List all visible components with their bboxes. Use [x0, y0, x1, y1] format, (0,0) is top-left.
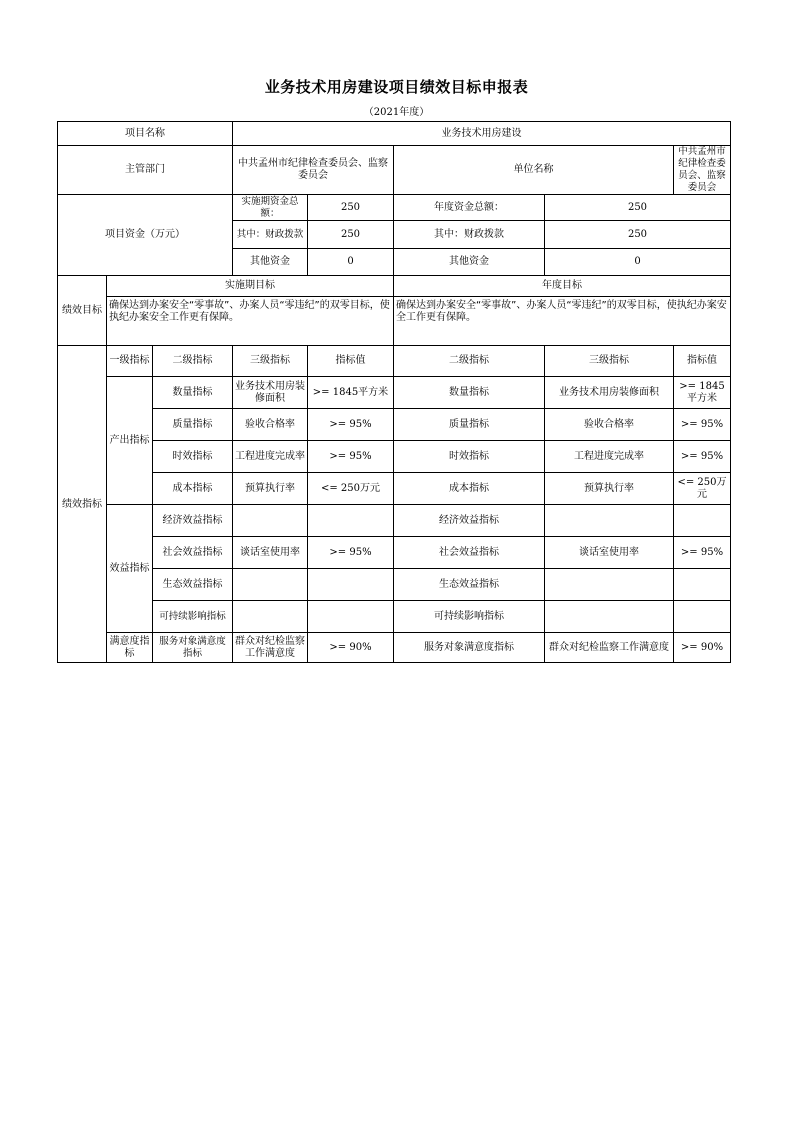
row-l2: 生态效益指标 — [153, 569, 233, 601]
table-row — [58, 409, 731, 441]
row-year-value: <= 250万元 — [674, 473, 731, 505]
output-group-label: 产出指标 — [107, 377, 153, 505]
row-l2: 数量指标 — [153, 377, 233, 409]
dept-label: 主管部门 — [58, 146, 233, 195]
goals-label: 绩效目标 — [58, 276, 107, 346]
value-header: 指标值 — [308, 346, 394, 377]
period-total-value: 250 — [308, 195, 394, 221]
row-l2: 经济效益指标 — [153, 505, 233, 537]
level3-header: 三级指标 — [233, 346, 308, 377]
row-value: >= 90% — [308, 633, 394, 663]
row-year-l2: 可持续影响指标 — [394, 601, 545, 633]
row-l2: 服务对象满意度指标 — [153, 633, 233, 663]
row-value: >= 95% — [308, 441, 394, 473]
goals-header-row — [58, 276, 731, 297]
row-l3 — [233, 505, 308, 537]
unit-value: 中共孟州市纪律检查委员会、监察委员会 — [674, 146, 731, 195]
row-value: >= 1845平方米 — [308, 377, 394, 409]
year-fiscal-value: 250 — [545, 221, 731, 249]
performance-table — [57, 121, 731, 663]
row-value — [308, 569, 394, 601]
row-l3: 预算执行率 — [233, 473, 308, 505]
year-other-label: 其他资金 — [394, 249, 545, 276]
period-other-value: 0 — [308, 249, 394, 276]
row-l2: 社会效益指标 — [153, 537, 233, 569]
row-year-l2: 成本指标 — [394, 473, 545, 505]
row-year-l3: 工程进度完成率 — [545, 441, 674, 473]
benefit-group-label: 效益指标 — [107, 505, 153, 633]
row-year-l2: 数量指标 — [394, 377, 545, 409]
period-total-label: 实施期资金总额： — [233, 195, 308, 221]
row-year-value — [674, 569, 731, 601]
row-year-l2: 经济效益指标 — [394, 505, 545, 537]
table-row — [58, 473, 731, 505]
row-l3: 业务技术用房装修面积 — [233, 377, 308, 409]
row-l2: 成本指标 — [153, 473, 233, 505]
row-value: <= 250万元 — [308, 473, 394, 505]
row-year-value — [674, 505, 731, 537]
period-goal-text: 确保达到办案安全“零事故”、办案人员“零违纪”的双零目标，使执纪办案安全工作更有保障。 — [107, 297, 394, 346]
table-row — [58, 377, 731, 409]
row-year-l3: 验收合格率 — [545, 409, 674, 441]
table-row — [58, 505, 731, 537]
row-l3: 验收合格率 — [233, 409, 308, 441]
year-goal-text: 确保达到办案安全“零事故”、办案人员“零违纪”的双零目标，使执纪办案安全工作更有保障。 — [394, 297, 731, 346]
table-row — [58, 633, 731, 663]
row-year-l3 — [545, 601, 674, 633]
level1-header: 一级指标 — [107, 346, 153, 377]
dept-value: 中共孟州市纪律检查委员会、监察委员会 — [233, 146, 394, 195]
row-year-l2: 生态效益指标 — [394, 569, 545, 601]
row-year-value: >= 95% — [674, 537, 731, 569]
year-other-value: 0 — [545, 249, 731, 276]
year-level3-header: 三级指标 — [545, 346, 674, 377]
unit-label: 单位名称 — [394, 146, 674, 195]
table-row — [58, 569, 731, 601]
row-year-l3: 业务技术用房装修面积 — [545, 377, 674, 409]
funds-label: 项目资金（万元） — [58, 195, 233, 276]
row-year-l3: 群众对纪检监察工作满意度 — [545, 633, 674, 663]
year-value-header: 指标值 — [674, 346, 731, 377]
year-goal-header: 年度目标 — [394, 276, 731, 297]
goals-content-row — [58, 297, 731, 346]
row-year-l2: 时效指标 — [394, 441, 545, 473]
row-year-l2: 社会效益指标 — [394, 537, 545, 569]
year-label: （2021年度） — [363, 107, 430, 118]
page-title: 业务技术用房建设项目绩效目标申报表 — [264, 78, 529, 96]
row-year-l3: 预算执行率 — [545, 473, 674, 505]
year-total-value: 250 — [545, 195, 731, 221]
row-year-value — [674, 601, 731, 633]
row-l3 — [233, 601, 308, 633]
row-l3: 工程进度完成率 — [233, 441, 308, 473]
period-fiscal-label: 其中：财政拨款 — [233, 221, 308, 249]
project-name-label: 项目名称 — [58, 122, 233, 146]
row-l3: 谈话室使用率 — [233, 537, 308, 569]
satisfaction-group-label: 满意度指标 — [107, 633, 153, 663]
row-value — [308, 601, 394, 633]
row-value — [308, 505, 394, 537]
row-year-l3: 谈话室使用率 — [545, 537, 674, 569]
row-year-value: >= 95% — [674, 441, 731, 473]
period-fiscal-value: 250 — [308, 221, 394, 249]
indicator-header-row — [58, 346, 731, 377]
row-year-l2: 质量指标 — [394, 409, 545, 441]
row-year-value: >= 90% — [674, 633, 731, 663]
row-year-l3 — [545, 569, 674, 601]
row-l3: 群众对纪检监察工作满意度 — [233, 633, 308, 663]
row-value: >= 95% — [308, 537, 394, 569]
funds-row-total — [58, 195, 731, 221]
year-total-label: 年度资金总额： — [394, 195, 545, 221]
row-year-l2: 服务对象满意度指标 — [394, 633, 545, 663]
level2-header: 二级指标 — [153, 346, 233, 377]
period-goal-header: 实施期目标 — [107, 276, 394, 297]
year-level2-header: 二级指标 — [394, 346, 545, 377]
period-other-label: 其他资金 — [233, 249, 308, 276]
indicators-label: 绩效指标 — [58, 346, 107, 663]
project-name-row — [58, 122, 731, 146]
row-value: >= 95% — [308, 409, 394, 441]
row-year-value: >= 95% — [674, 409, 731, 441]
year-fiscal-label: 其中：财政拨款 — [394, 221, 545, 249]
row-l2: 时效指标 — [153, 441, 233, 473]
row-l2: 可持续影响指标 — [153, 601, 233, 633]
row-l2: 质量指标 — [153, 409, 233, 441]
project-name-value: 业务技术用房建设 — [233, 122, 731, 146]
row-year-value: >= 1845平方米 — [674, 377, 731, 409]
table-row — [58, 601, 731, 633]
table-row — [58, 537, 731, 569]
table-row — [58, 441, 731, 473]
department-row — [58, 146, 731, 195]
row-l3 — [233, 569, 308, 601]
row-year-l3 — [545, 505, 674, 537]
